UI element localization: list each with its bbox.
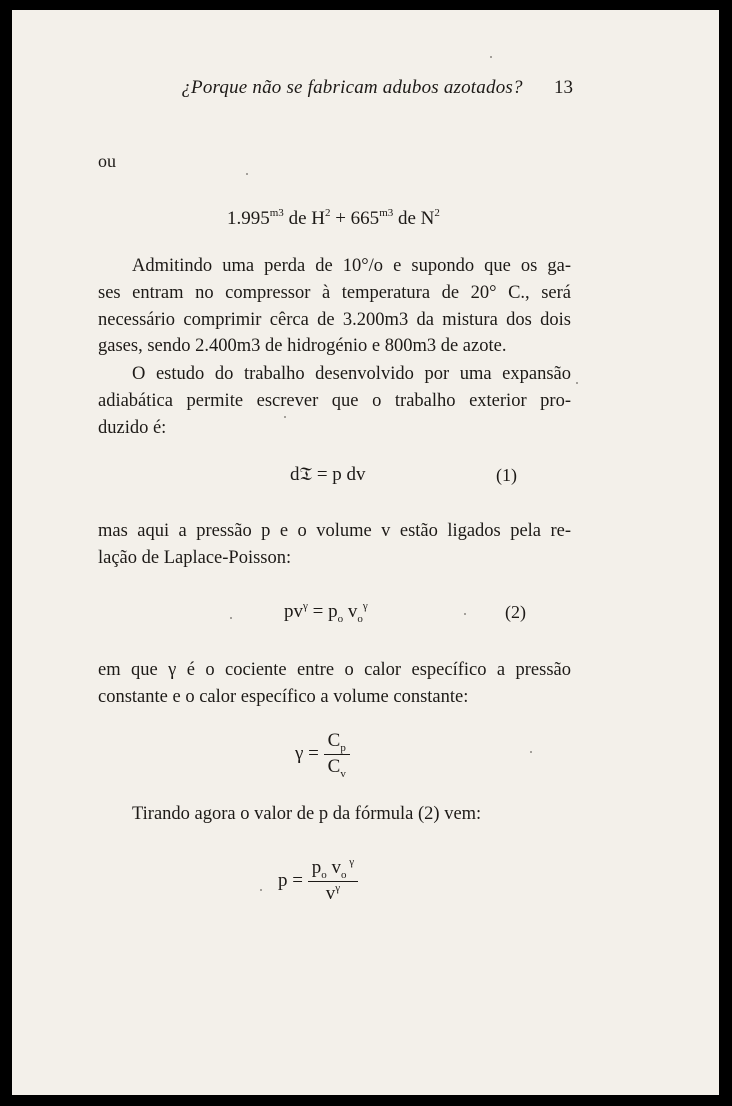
paragraph-laplace-poisson: mas aqui a pressão p e o volume v estão ligados pela re- lação de Laplace-Poisson:	[98, 521, 571, 568]
paper-speck	[490, 56, 492, 58]
paragraph-adiabatic-work: O estudo do trabalho desenvolvido por uma expansão adiabática permite escrever que o trabalho exterior pro- duzido é:	[98, 364, 571, 438]
equation-p: p = $\frac{p_o v_o ^\gamma}{v^\gamma}$	[278, 857, 358, 905]
running-header-title: ¿Porque não se fabricam adubos azotados?	[181, 77, 523, 98]
fraction-p-solution: $\frac{p_o v_o ^\gamma}{v^\gamma}$	[308, 857, 358, 905]
equation-2-number: (2)	[505, 602, 526, 622]
paper-speck	[576, 382, 578, 384]
paragraph-gamma-definition: em que γ é o cociente entre o calor específico a pressão constante e o calor específico a volume constante:	[98, 660, 571, 707]
fraction-cp-cv: $\frac{C_p}{C_v}$	[324, 730, 350, 778]
paper-speck	[260, 889, 262, 891]
paragraph-solving-for-p: Tirando agora o valor de p da fórmula (2) vem:	[132, 804, 482, 824]
paper-speck	[464, 613, 466, 615]
paper-speck	[246, 173, 248, 175]
equation-2: $pv^\gamma = p_o$ $v_o^\gamma$	[284, 599, 368, 625]
equation-gas-mixture: $1.995^{m3}$ de $H^2 + 665^{m3}$ de $N^2$	[227, 206, 440, 229]
paragraph-losses: Admitindo uma perda de 10°/o e supondo que os ga- ses entram no compressor à temperatura de 20° C., será necessário comprimir cêrca de 3.200m3 da mistura dos dois gases, sendo 2.400m3 de hidrogénio e 800m3 de azote.	[98, 256, 571, 357]
book-page	[12, 10, 719, 1095]
paper-speck	[284, 416, 286, 418]
page-number: 13	[554, 77, 573, 98]
paper-speck	[230, 617, 232, 619]
word-ou: ou	[98, 151, 116, 171]
equation-1-number: (1)	[496, 465, 517, 485]
equation-1: d𝔗 = p dv	[290, 464, 366, 485]
equation-gamma: γ = $\frac{C_p}{C_v}$	[295, 730, 350, 778]
paper-speck	[530, 751, 532, 753]
